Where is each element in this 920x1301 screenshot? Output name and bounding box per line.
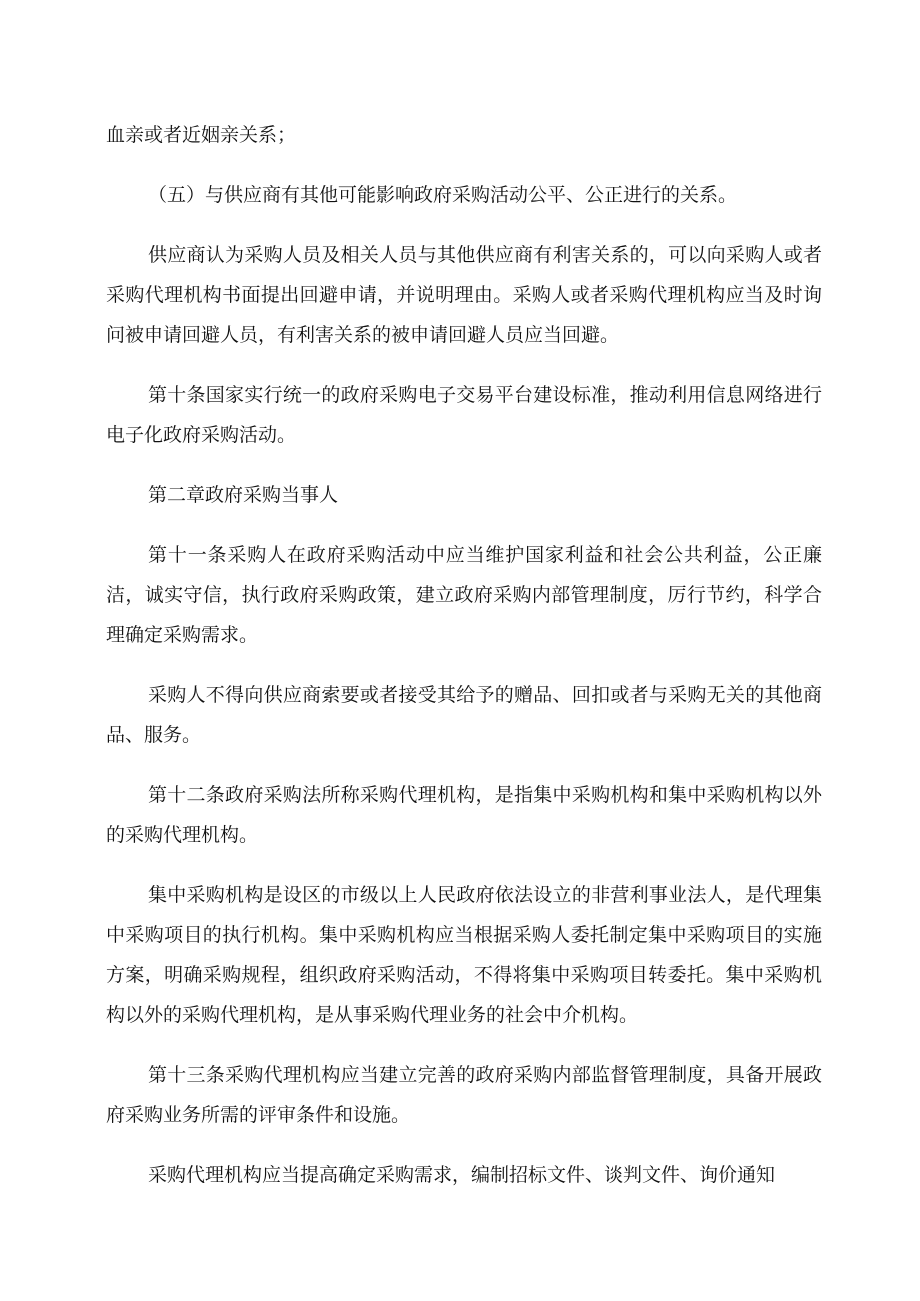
paragraph-centralized-agency: 集中采购机构是设区的市级以上人民政府依法设立的非营利事业法人，是代理集中采购项目的执行机构。集中采购机构应当根据采购人委托制定集中采购项目的实施方案，明确采购规程，组织政府采购活动，不得将集中采购项目转委托。集中采购机构以外的采购代理机构，是从事采购代理业务的社会中介机构。 [106, 884, 822, 1026]
paragraph-agency-duties: 采购代理机构应当提高确定采购需求，编制招标文件、谈判文件、询价通知 [148, 1164, 776, 1186]
paragraph-purchaser-prohibition: 采购人不得向供应商索要或者接受其给予的赠品、回扣或者与采购无关的其他商品、服务。 [106, 684, 822, 746]
paragraph-article-11: 第十一条采购人在政府采购活动中应当维护国家利益和社会公共利益，公正廉洁，诚实守信，执行政府采购政策，建立政府采购内部管理制度，厉行节约，科学合理确定采购需求。 [106, 544, 822, 646]
paragraph-item-five: （五）与供应商有其他可能影响政府采购活动公平、公正进行的关系。 [148, 184, 738, 206]
paragraph-continuation: 血亲或者近姻亲关系； [106, 124, 297, 146]
chapter-heading: 第二章政府采购当事人 [148, 484, 339, 506]
paragraph-article-13: 第十三条采购代理机构应当建立完善的政府采购内部监督管理制度，具备开展政府采购业务所需的评审条件和设施。 [106, 1064, 822, 1126]
paragraph-article-12: 第十二条政府采购法所称采购代理机构，是指集中采购机构和集中采购机构以外的采购代理机构。 [106, 784, 822, 846]
paragraph-recusal-application: 供应商认为采购人员及相关人员与其他供应商有利害关系的，可以向采购人或者采购代理机构书面提出回避申请，并说明理由。采购人或者采购代理机构应当及时询问被申请回避人员，有利害关系的被申请回避人员应当回避。 [106, 244, 822, 346]
document-body [106, 115, 822, 1195]
paragraph-article-10: 第十条国家实行统一的政府采购电子交易平台建设标准，推动利用信息网络进行电子化政府采购活动。 [106, 384, 822, 446]
